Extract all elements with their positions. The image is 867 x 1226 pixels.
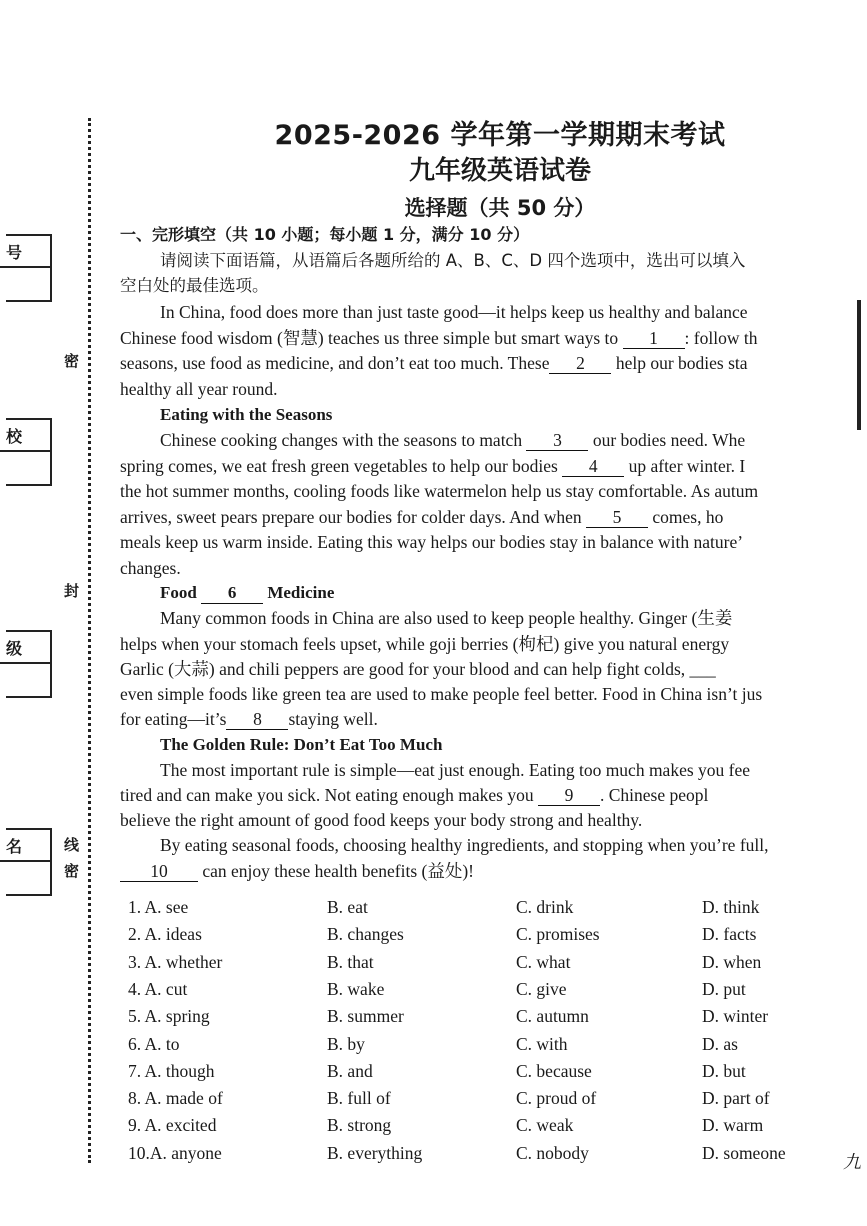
blank-10[interactable]: 10	[120, 861, 198, 882]
option-7-b[interactable]: B. and	[327, 1060, 373, 1081]
option-1-a[interactable]: 1. A. see	[128, 897, 189, 917]
option-8-a[interactable]: 8. A. made of	[128, 1088, 223, 1109]
passage-line: believe the right amount of good food keeps your body strong and healthy.	[120, 810, 643, 830]
blank-4[interactable]: 4	[562, 456, 624, 477]
option-1-c[interactable]: C. drink	[516, 897, 574, 917]
option-4-a[interactable]: 4. A. cut	[128, 978, 188, 999]
passage-line: By eating seasonal foods, choosing healthy ingredients, and stopping when you’re full,	[160, 835, 769, 855]
blank-1[interactable]: 1	[623, 328, 685, 349]
option-5-a[interactable]: 5. A. spring	[128, 1006, 210, 1027]
margin-field-class: 级	[6, 639, 23, 658]
section-heading: 一、完形填空（共 10 小题；每小题 1 分，满分 10 分）	[120, 225, 530, 244]
option-3-c[interactable]: C. what	[516, 951, 571, 972]
passage-line: seasons, use food as medicine, and don’t eat too much. These 2 help our bodies sta	[120, 353, 748, 373]
option-4-d[interactable]: D. put	[702, 978, 746, 999]
option-8-c[interactable]: C. proud of	[516, 1088, 597, 1109]
passage-line: spring comes, we eat fresh green vegetables to help our bodies 4 up after winter. I	[120, 456, 746, 476]
seal-char: 线	[64, 836, 80, 854]
passage-line: even simple foods like green tea are used to make people feel better. Food in China isn’t jus	[120, 684, 763, 704]
subheading-seasons: Eating with the Seasons	[160, 405, 333, 424]
option-2-c[interactable]: C. promises	[516, 924, 600, 945]
option-1-d[interactable]: D. think	[702, 897, 760, 917]
option-7-d[interactable]: D. but	[702, 1060, 746, 1081]
seal-char: 密	[64, 352, 80, 370]
option-4-c[interactable]: C. give	[516, 978, 567, 999]
option-6-b[interactable]: B. by	[327, 1033, 365, 1054]
margin-box-name[interactable]	[6, 828, 52, 896]
subheading-medicine: Food 6 Medicine	[160, 583, 335, 602]
blank-5[interactable]: 5	[586, 507, 648, 528]
passage-line: the hot summer months, cooling foods like watermelon help us stay comfortable. As autum	[120, 481, 759, 501]
option-9-d[interactable]: D. warm	[702, 1115, 764, 1136]
option-8-b[interactable]: B. full of	[327, 1088, 391, 1109]
passage-line: Many common foods in China are also used to keep people healthy. Ginger (生姜	[160, 608, 733, 628]
margin-box-class[interactable]	[6, 630, 52, 698]
passage-line: helps when your stomach feels upset, while goji berries (枸杞) give you natural energy	[120, 634, 730, 654]
blank-8[interactable]: 8	[226, 709, 288, 730]
option-10-c[interactable]: C. nobody	[516, 1142, 589, 1163]
margin-field-name: 名	[6, 837, 23, 856]
page-mark: 九	[843, 1152, 861, 1172]
passage-line: meals keep us warm inside. Eating this way helps our bodies stay in balance with nature’	[120, 532, 744, 552]
seal-char: 封	[64, 582, 80, 600]
option-7-c[interactable]: C. because	[516, 1060, 592, 1081]
option-2-b[interactable]: B. changes	[327, 924, 404, 945]
passage-line: healthy all year round.	[120, 379, 278, 399]
margin-field-number: 号	[6, 243, 23, 262]
option-3-b[interactable]: B. that	[327, 951, 374, 972]
passage-line: In China, food does more than just taste good—it helps keep us healthy and balance	[160, 302, 748, 322]
passage-line: tired and can make you sick. Not eating enough makes you 9 . Chinese peopl	[120, 785, 709, 805]
option-9-b[interactable]: B. strong	[327, 1115, 392, 1136]
margin-box-school[interactable]	[6, 418, 52, 486]
option-1-b[interactable]: B. eat	[327, 897, 368, 917]
exam-title: 2025-2026 学年第一学期期末考试	[274, 120, 726, 151]
margin-box-number[interactable]	[6, 234, 52, 302]
blank-9[interactable]: 9	[538, 785, 600, 806]
option-10-a[interactable]: 10.A. anyone	[128, 1142, 222, 1163]
option-9-a[interactable]: 9. A. excited	[128, 1115, 217, 1136]
passage-line: Chinese cooking changes with the seasons to match 3 our bodies need. Whe	[160, 430, 746, 450]
option-3-a[interactable]: 3. A. whether	[128, 951, 223, 972]
option-8-d[interactable]: D. part of	[702, 1088, 770, 1109]
binding-dotted-line	[88, 118, 91, 1163]
exam-subtitle: 九年级英语试卷	[408, 156, 591, 186]
option-4-b[interactable]: B. wake	[327, 978, 385, 999]
option-6-c[interactable]: C. with	[516, 1033, 568, 1054]
option-7-a[interactable]: 7. A. though	[128, 1060, 215, 1081]
option-2-a[interactable]: 2. A. ideas	[128, 924, 202, 945]
scan-edge-mark	[857, 300, 861, 430]
seal-char: 密	[64, 862, 80, 880]
passage-line: 10 can enjoy these health benefits (益处)!	[120, 860, 474, 882]
option-5-c[interactable]: C. autumn	[516, 1006, 589, 1027]
passage-line: The most important rule is simple—eat just enough. Eating too much makes you fee	[160, 760, 751, 780]
passage-line: Chinese food wisdom (智慧) teaches us three simple but smart ways to 1 : follow th	[120, 328, 758, 348]
blank-2[interactable]: 2	[549, 353, 611, 374]
option-5-d[interactable]: D. winter	[702, 1006, 769, 1027]
option-5-b[interactable]: B. summer	[327, 1006, 404, 1027]
option-10-d[interactable]: D. someone	[702, 1142, 786, 1163]
passage-line: for eating—it’s 8 staying well.	[120, 709, 378, 729]
passage-line: changes.	[120, 558, 181, 578]
instruction-line: 空白处的最佳选项。	[120, 276, 269, 295]
option-9-c[interactable]: C. weak	[516, 1115, 574, 1136]
margin-field-school: 校	[6, 427, 23, 446]
exam-part: 选择题（共 50 分）	[404, 196, 596, 220]
subheading-golden-rule: The Golden Rule: Don’t Eat Too Much	[160, 735, 443, 754]
blank-6[interactable]: 6	[201, 583, 263, 604]
option-6-a[interactable]: 6. A. to	[128, 1033, 180, 1054]
passage-line: arrives, sweet pears prepare our bodies for colder days. And when 5 comes, ho	[120, 507, 724, 527]
option-3-d[interactable]: D. when	[702, 951, 762, 972]
instruction-line: 请阅读下面语篇，从语篇后各题所给的 A、B、C、D 四个选项中，选出可以填入	[160, 251, 746, 270]
passage-line: Garlic (大蒜) and chili peppers are good for your blood and can help fight colds, ___	[120, 659, 716, 679]
blank-3[interactable]: 3	[526, 430, 588, 451]
option-10-b[interactable]: B. everything	[327, 1142, 423, 1163]
option-6-d[interactable]: D. as	[702, 1033, 738, 1054]
option-2-d[interactable]: D. facts	[702, 924, 757, 945]
